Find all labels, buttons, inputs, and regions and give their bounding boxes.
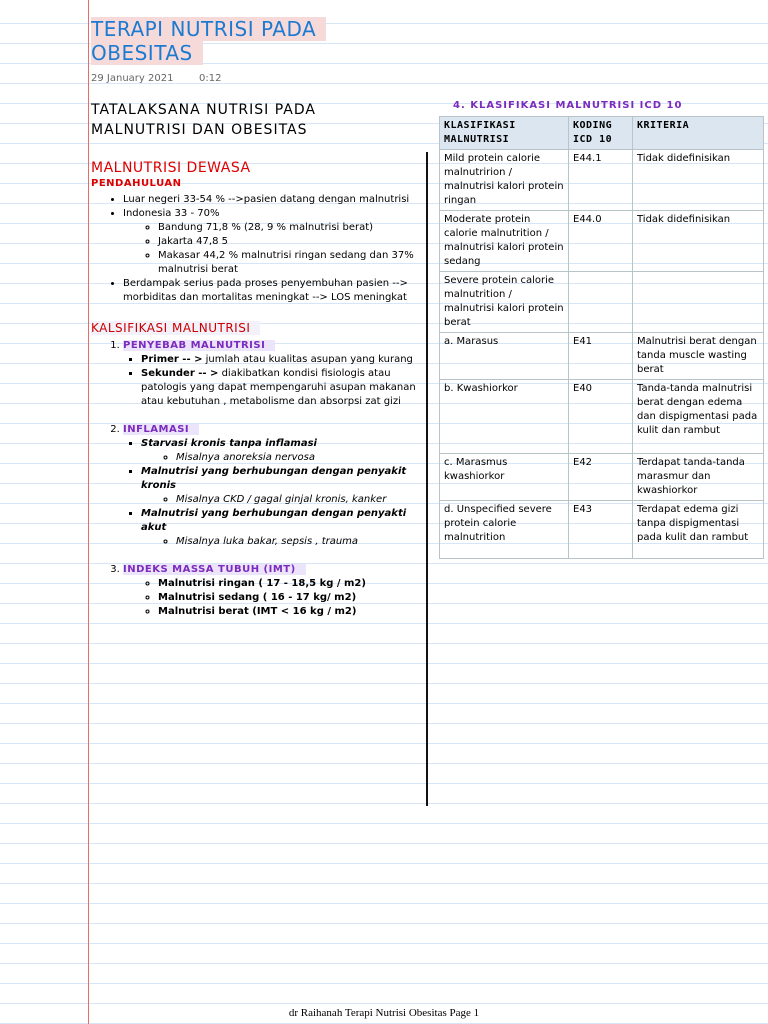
table-header-row xyxy=(440,117,764,150)
list-item: ◦ Jakarta 47,8 5 xyxy=(158,235,423,249)
page-time: 0:12 xyxy=(199,73,222,84)
section-klasifikasi-title: KALSIFIKASI MALNUTRISI xyxy=(91,321,260,335)
table-title: 4. KLASIFIKASI MALNUTRISI ICD 10 xyxy=(453,100,683,111)
list-item: ▪ Malnutrisi yang berhubungan dengan penyakit kronis ◦ Misalnya CKD / gagal ginjal kronis, kanker xyxy=(141,465,423,507)
title-line-2: OBESITAS xyxy=(91,41,203,65)
penyebab-heading: PENYEBAB MALNUTRISI xyxy=(123,340,275,351)
list-item xyxy=(123,563,423,619)
list-item: ◦ Misalnya luka bakar, sepsis , trauma xyxy=(176,535,423,549)
title-line-1: TERAPI NUTRISI PADA xyxy=(91,17,326,41)
klasifikasi-section xyxy=(91,321,423,619)
indonesia-sublist xyxy=(123,221,423,277)
list-item: ◦ Misalnya CKD / gagal ginjal kronis, kanker xyxy=(176,493,423,507)
page-title xyxy=(91,17,326,65)
page-margin-line xyxy=(88,0,89,1024)
table-row: b. Kwashiorkor E40 Tanda-tanda malnutrisi berat dengan edema dan dispigmentasi pada kulit dan rambut xyxy=(440,380,764,454)
list-item: • Indonesia 33 - 70% ◦ Bandung 71,8 % (28, 9 % malnutrisi berat) ◦ Jakarta 47,8 5 ◦ Makasar 44,2 % malnutrisi ringan sedang dan 37% malnutrisi berat xyxy=(123,207,423,277)
header-koding: KODING ICD 10 xyxy=(569,117,633,150)
table-row: a. Marasus E41 Malnutrisi berat dengan tanda muscle wasting berat xyxy=(440,333,764,380)
section-pendahuluan: PENDAHULUAN xyxy=(91,178,182,189)
list-item: ▪ Primer -- > jumlah atau kualitas asupan yang kurang xyxy=(141,353,423,367)
table-row: Mild protein calorie malnutririon / malnutrisi kalori protein ringan E44.1 Tidak didefinisikan xyxy=(440,150,764,211)
header-klasifikasi: KLASIFIKASI MALNUTRISI xyxy=(440,117,569,150)
klasifikasi-list xyxy=(91,339,423,619)
list-item: ▪ Malnutrisi yang berhubungan dengan penyakti akut ◦ Misalnya luka bakar, sepsis , trauma xyxy=(141,507,423,549)
right-column xyxy=(439,100,764,559)
table-row: c. Marasmus kwashiorkor E42 Terdapat tanda-tanda marasmur dan kwashiorkor xyxy=(440,454,764,501)
list-item: ▪ Starvasi kronis tanpa inflamasi ◦ Misalnya anoreksia nervosa xyxy=(141,437,423,465)
list-item: ◦ Malnutrisi ringan ( 17 - 18,5 kg / m2) xyxy=(158,577,423,591)
icd10-table xyxy=(439,116,764,559)
imt-heading: INDEKS MASSA TUBUH (IMT) xyxy=(123,564,306,575)
table-row: Severe protein calorie malnutrition / malnutrisi kalori protein berat xyxy=(440,272,764,333)
page-footer: dr Raihanah Terapi Nutrisi Obesitas Page 1 xyxy=(288,1007,480,1019)
list-item: ◦ Bandung 71,8 % (28, 9 % malnutrisi berat) xyxy=(158,221,423,235)
list-item: • Luar negeri 33-54 % -->pasien datang dengan malnutrisi xyxy=(123,193,423,207)
page-date: 29 January 2021 xyxy=(91,73,174,84)
pendahuluan-list xyxy=(91,193,423,305)
list-item xyxy=(123,423,423,549)
list-item: ◦ Misalnya anoreksia nervosa xyxy=(176,451,423,465)
header-kriteria: KRITERIA xyxy=(633,117,764,150)
main-heading: TATALAKSANA NUTRISI PADA MALNUTRISI DAN OBESITAS xyxy=(91,102,316,138)
inflamasi-heading: INFLAMASI xyxy=(123,424,199,435)
list-item: ◦ Malnutrisi sedang ( 16 - 17 kg/ m2) xyxy=(158,591,423,605)
table-row: Moderate protein calorie malnutrition / malnutrisi kalori protein sedang E44.0 Tidak didefinisikan xyxy=(440,211,764,272)
list-item: ◦ Makasar 44,2 % malnutrisi ringan sedang dan 37% malnutrisi berat xyxy=(158,249,423,277)
left-column xyxy=(91,100,423,633)
table-row: d. Unspecified severe protein calorie malnutrition E43 Terdapat edema gizi tanpa dispigmentasi pada kulit dan rambut xyxy=(440,501,764,559)
column-divider xyxy=(426,152,428,806)
list-item: • Berdampak serius pada proses penyembuhan pasien --> morbiditas dan mortalitas meningkat --> LOS meningkat xyxy=(123,277,423,305)
list-item: ◦ Malnutrisi berat (IMT < 16 kg / m2) xyxy=(158,605,423,619)
section-malnutrisi-dewasa: MALNUTRISI DEWASA xyxy=(91,160,251,176)
list-item: ▪ Sekunder -- > diakibatkan kondisi fisiologis atau patologis yang dapat mempengaruhi asupan makanan atau kebutuhan , metabolisme dan absorpsi zat gizi xyxy=(141,367,423,409)
list-item xyxy=(123,339,423,409)
